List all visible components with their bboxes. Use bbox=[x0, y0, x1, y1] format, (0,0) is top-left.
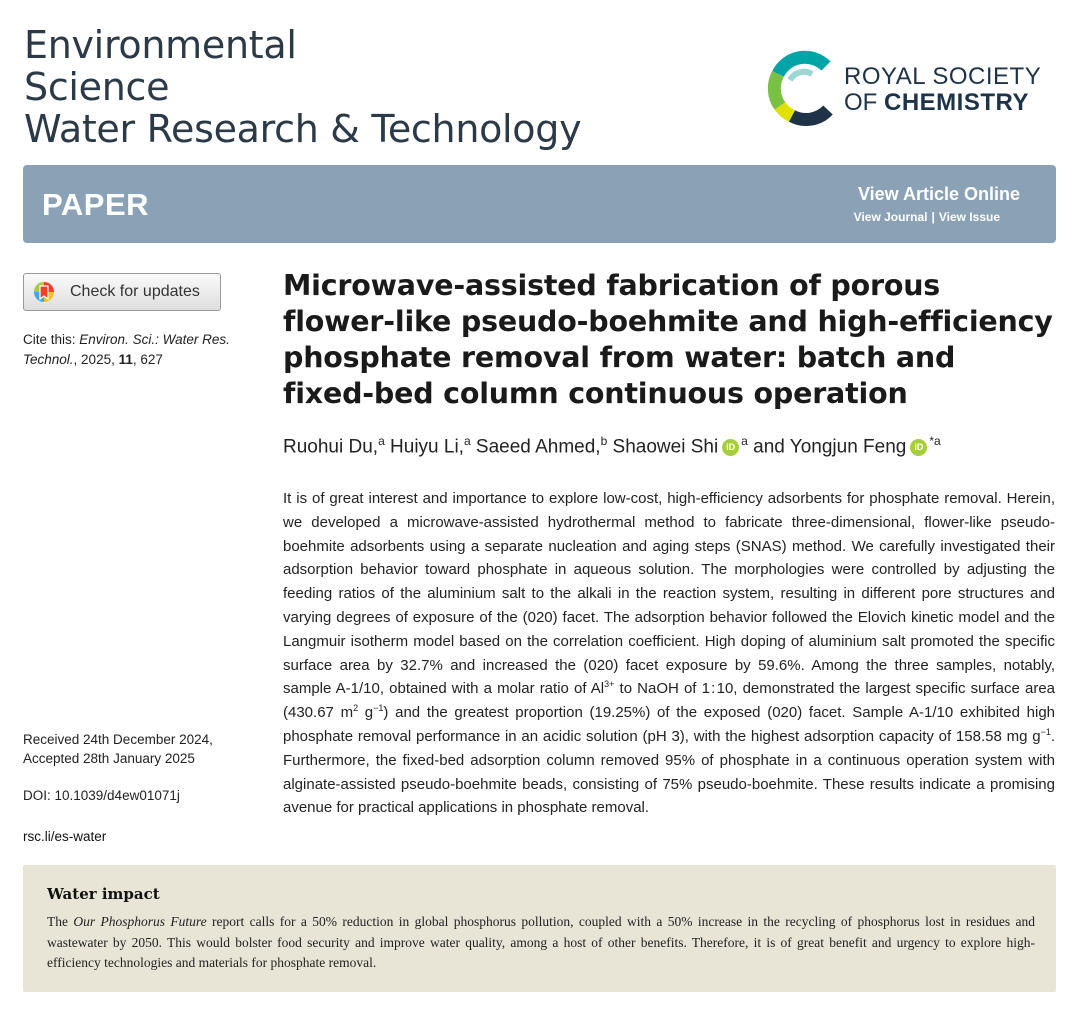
abstract-text: to NaOH of 1 : 10, demonstrated the largest specific surface area (430.67 m bbox=[283, 680, 1055, 722]
abstract bbox=[283, 487, 1055, 820]
check-for-updates-button[interactable] bbox=[23, 273, 221, 311]
superscript: −1 bbox=[1040, 726, 1051, 737]
publisher-wordmark bbox=[844, 64, 1041, 116]
author-name: Saeed Ahmed, bbox=[470, 436, 601, 458]
journal-title-line3: Water Research & Technology bbox=[24, 107, 582, 151]
author-name: Shaowei Shi bbox=[607, 436, 719, 458]
journal-title-line2: Science bbox=[24, 65, 170, 109]
author-name: Huiyu Li, bbox=[384, 436, 464, 458]
impact-report-title: Our Phosphorus Future bbox=[73, 914, 207, 929]
journal-title bbox=[24, 24, 581, 150]
superscript: −1 bbox=[373, 703, 384, 714]
doi[interactable]: DOI: 10.1039/d4ew01071j bbox=[23, 788, 180, 803]
water-impact-title: Water impact bbox=[47, 885, 160, 903]
view-article-online-link[interactable]: View Article Online bbox=[857, 184, 1020, 204]
check-for-updates-label: Check for updates bbox=[70, 283, 200, 300]
article-type-banner bbox=[23, 165, 1056, 243]
orcid-icon[interactable]: iD bbox=[910, 439, 927, 456]
cite-volume: 11 bbox=[118, 352, 133, 367]
view-journal-link[interactable]: View Journal bbox=[853, 210, 928, 224]
cite-page: , 627 bbox=[132, 352, 163, 367]
affiliation-mark: b bbox=[600, 434, 608, 448]
crossmark-icon bbox=[32, 280, 56, 304]
superscript: 3+ bbox=[604, 679, 615, 690]
abstract-text: ) and the greatest proportion (19.25%) of the exposed (020) facet. Sample A-1/10 exhibited high phosphate removal performance in an acidic solution (pH 3), with the highest adsorption capacity of 158.58 mg g bbox=[283, 704, 1056, 745]
superscript: 2 bbox=[353, 703, 359, 714]
abstract-text: g bbox=[358, 704, 374, 722]
water-impact-body bbox=[47, 912, 1035, 974]
affiliation-mark: a bbox=[741, 434, 748, 448]
journal-short-link[interactable]: rsc.li/es-water bbox=[23, 829, 107, 844]
accepted-date: Accepted 28th January 2025 bbox=[23, 751, 195, 766]
abstract-text: It is of great interest and importance to explore low-cost, high-efficiency adsorbents for phosphate removal. Herein, we developed a microwave-assisted hydrothermal method to fabricate three-dimensional, flower-like pseudo-boehmite adsorbents using a separate nucleation and aging steps (SNAS) method. We carefully investigated their adsorption behavior toward phosphate in aqueous solution. The morphologies were controlled by adjusting the feeding ratios of the aluminium salt to the alkali in the reaction system, resulting in different pore structures and varying degrees of exposure of the (020) facet. The adsorption behavior followed the Elovich kinetic model and the Langmuir isotherm model based on the correlation coefficient. High doping of aluminium salt promoted the specific surface area by 32.7% and increased the (020) facet exposure by 59.6%. Among the three samples, notably, sample A-1/10, obtained with a molar ratio of Al bbox=[283, 490, 1055, 698]
publisher-line2 bbox=[844, 90, 1041, 116]
view-issue-link[interactable]: View Issue bbox=[938, 210, 1000, 224]
publisher-line1: ROYAL SOCIETY bbox=[844, 63, 1042, 90]
affiliation-mark: *a bbox=[929, 434, 941, 448]
link-separator: | bbox=[931, 210, 935, 224]
impact-text: The bbox=[47, 914, 74, 929]
journal-issue-links bbox=[854, 210, 1000, 224]
author-name: Ruohui Du, bbox=[283, 436, 379, 458]
water-impact-box bbox=[23, 865, 1056, 992]
author-name: and Yongjun Feng bbox=[747, 436, 907, 458]
article-dates bbox=[23, 730, 213, 768]
rsc-c-icon bbox=[766, 44, 838, 134]
cite-prefix: Cite this: bbox=[23, 332, 76, 347]
publisher-line2-prefix: OF bbox=[844, 89, 884, 116]
citation bbox=[23, 330, 263, 370]
publisher-line2-bold: CHEMISTRY bbox=[884, 89, 1029, 116]
received-date: Received 24th December 2024, bbox=[23, 732, 213, 747]
affiliation-mark: a bbox=[463, 434, 471, 448]
publisher-logo[interactable] bbox=[766, 44, 1056, 134]
article-title: Microwave-assisted fabrication of porous flower-like pseudo-boehmite and high-efficiency phosphate removal from water: batch and fixed-bed column continuous operation bbox=[283, 269, 1053, 410]
cite-journal: Environ. Sci.: Water Res. Technol. bbox=[23, 332, 230, 367]
cite-year: , 2025, bbox=[73, 352, 119, 367]
abstract-text: . Furthermore, the fixed-bed adsorption column removed 95% of phosphate in a continuous operation system with alginate-assisted pseudo-boehmite beads, consisting of 75% pseudo-boehmite. These results indicate a promising avenue for practical applications in phosphate removal. bbox=[283, 727, 1055, 817]
impact-text: report calls for a 50% reduction in global phosphorus pollution, coupled with a 50% increase in the recycling of phosphorus lost in residues and wastewater by 2050. This would bolster food security and improve water quality, among a host of other benefits. Therefore, it is of great benefit and urgency to explore high-efficiency technologies and materials for phosphate removal. bbox=[47, 914, 1035, 970]
journal-title-line1: Environmental bbox=[24, 23, 297, 67]
orcid-icon[interactable]: iD bbox=[722, 439, 739, 456]
article-type-label: PAPER bbox=[42, 187, 150, 222]
affiliation-mark: a bbox=[378, 434, 385, 448]
author-list bbox=[283, 434, 941, 458]
